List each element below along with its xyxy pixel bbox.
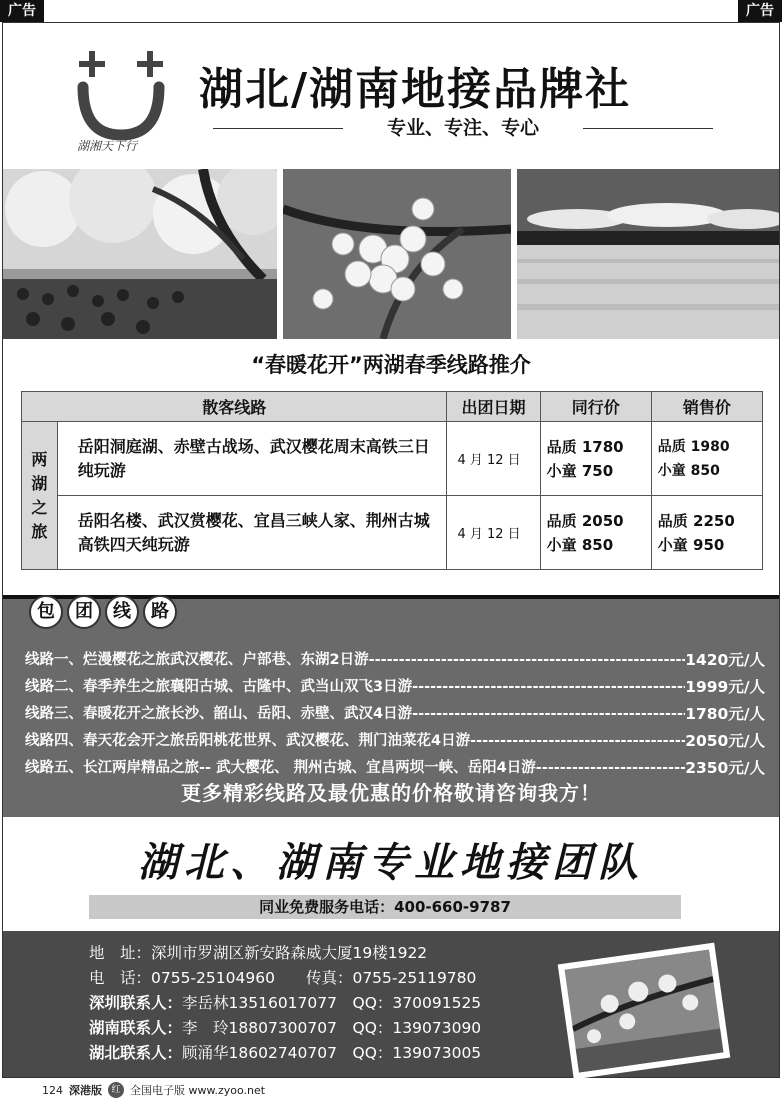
blossom-snapshot-photo [558,943,731,1080]
table-header-row [22,392,763,422]
group-tour-tag: 包 团 线 路 [29,595,177,633]
header [3,23,779,169]
contact-person: 湖南联系人：李 玲18807300707 QQ：139073090 [89,1019,482,1037]
team-title: 湖北、湖南专业地接团队 [138,839,644,886]
photo-strip [3,169,779,339]
col-header-trade-price: 同行价 [540,392,651,422]
contact-section [3,931,779,1077]
route-name: 岳阳洞庭湖、赤壁古战场、武汉樱花周末高铁三日纯玩游 [57,422,447,496]
trade-price: 品质 2050 小童 850 [540,496,651,570]
slogan [213,117,713,139]
col-header-date: 出团日期 [447,392,540,422]
page-title: 湖北/湖南地接品牌社 [199,64,632,115]
list-item: 线路二、春季养生之旅襄阳古城、古隆中、武当山双飞3日游 ----- 1999元/人 [25,674,765,701]
contact-person: 深圳联系人：李岳林13516017077 QQ：370091525 [89,994,482,1012]
list-item: 线路四、春天花会开之旅岳阳桃花世界、武汉樱花、荆门油菜花4日游 ----- 2050元/人 [25,728,765,755]
retail-price: 品质 1980 小童 850 [651,422,762,496]
logo-caption: 湖湘天下行 [77,139,138,153]
page-number: 124 [42,1083,63,1097]
list-item: 线路一、烂漫樱花之旅武汉樱花、户部巷、东湖2日游 ----- 1420元/人 [25,647,765,674]
advert-frame [2,22,780,1078]
list-item: 线路五、长江两岸精品之旅-- 武大樱花、 荆州古城、宜昌两坝一峡、岳阳4日游 ----- 2350元/人 [25,755,765,782]
address: 地 址：深圳市罗湖区新安路森威大厦19楼1922 [89,944,428,962]
website: 全国电子版 www.zyoo.net [130,1084,266,1097]
footer [42,1082,265,1098]
trade-price: 品质 1780 小童 750 [540,422,651,496]
phone-fax: 电 话：0755-25104960 传真：0755-25119780 [89,969,477,987]
section-title: “春暖花开”两湖春季线路推介 [251,353,531,377]
ad-label-left: 广告 [0,0,44,22]
route-name: 岳阳名楼、武汉赏樱花、宜昌三峡人家、荆州古城高铁四天纯玩游 [57,496,447,570]
call-to-action: 更多精彩线路及最优惠的价格敬请咨询我方！ [181,781,601,805]
edition: 深港版 [69,1084,102,1097]
edition-badge-icon: 红 [108,1082,124,1098]
contact-person: 湖北联系人：顾涌华18602740707 QQ：139073005 [89,1044,482,1062]
hotline: 同业免费服务电话：400-660-9787 [89,895,681,919]
side-label: 两 湖 之 旅 [22,422,58,570]
col-header-route: 散客线路 [22,392,447,422]
table-row [22,422,763,496]
table-row [22,496,763,570]
group-tour-list [25,647,765,782]
route-table [21,391,763,570]
group-tour-section [3,595,779,817]
list-item: 线路三、春暖花开之旅长沙、韶山、岳阳、赤壁、武汉4日游 ----- 1780元/人 [25,701,765,728]
col-header-retail-price: 销售价 [651,392,762,422]
slogan-text: 专业、专注、专心 [386,117,539,139]
departure-date: 4 月 12 日 [447,496,540,570]
rapeseed-field-photo [517,169,779,339]
cherry-blossom-closeup-photo [283,169,511,339]
ad-label-right: 广告 [738,0,782,22]
retail-price: 品质 2250 小童 950 [651,496,762,570]
cherry-blossom-crowd-photo [3,169,277,339]
departure-date: 4 月 12 日 [447,422,540,496]
